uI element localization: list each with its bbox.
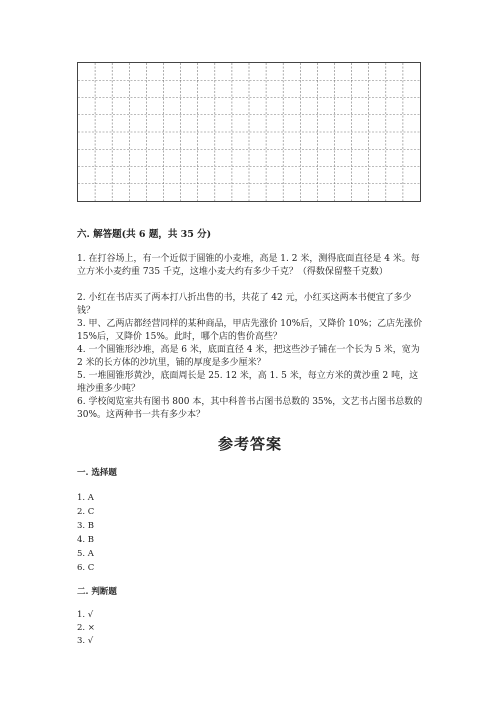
choice-answer-1: 1. A <box>77 493 94 503</box>
judge-answer-3: 3. √ <box>77 636 94 646</box>
choice-heading: 一. 选择题 <box>77 468 117 478</box>
question-5: 5. 一堆圆锥形黄沙，底面周长是 25. 12 米，高 1. 5 米，每立方米的黄沙重 2 吨，这堆沙重多少吨？ <box>77 371 419 394</box>
question-6: 6. 学校阅览室共有图书 800 本，其中科普书占图书总数的 35%，文艺书占图书总数的 30%。这两种书一共有多少本？ <box>77 397 423 420</box>
choice-answer-2: 2. C <box>77 507 95 517</box>
section-6-heading: 六. 解答题(共 6 题，共 35 分) <box>77 229 212 240</box>
writing-grid <box>77 62 421 202</box>
question-4: 4. 一个圆锥形沙堆，高是 6 米，底面直径 4 米，把这些沙子铺在一个长为 5 米，宽为 2 米的长方体的沙坑里，铺的厚度是多少厘米？ <box>77 345 420 368</box>
question-1: 1. 在打谷场上，有一个近似于圆锥的小麦堆，高是 1. 2 米，测得底面直径是 4 米。每立方米小麦约重 735 千克，这堆小麦大约有多少千克？（得数保留整千克数） <box>77 254 420 277</box>
choice-answer-5: 5. A <box>77 549 94 559</box>
grid-lines <box>78 63 420 201</box>
question-2: 2. 小红在书店买了两本打八折出售的书，共花了 42 元，小红买这两本书便宜了多少钱？ <box>77 293 412 316</box>
judge-answer-2: 2. × <box>77 623 95 633</box>
choice-answer-3: 3. B <box>77 521 95 531</box>
judge-heading: 二. 判断题 <box>77 587 117 597</box>
answer-title: 参考答案 <box>217 435 282 453</box>
judge-answer-1: 1. √ <box>77 610 94 620</box>
question-3: 3. 甲、乙两店都经营同样的某种商品，甲店先涨价 10%后，又降价 10%；乙店先涨价 15%后，又降价 15%。此时，哪个店的售价高些？ <box>77 319 423 342</box>
choice-answer-6: 6. C <box>77 563 95 573</box>
choice-answer-4: 4. B <box>77 535 95 545</box>
